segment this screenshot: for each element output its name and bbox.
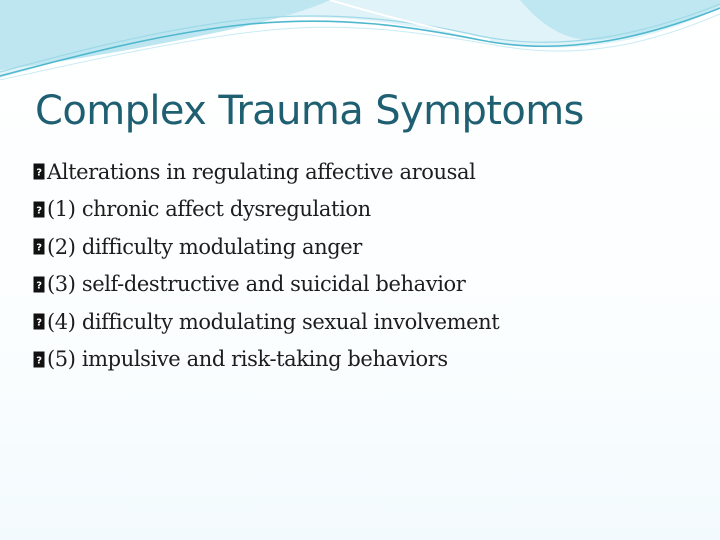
replacement-character-icon [33, 238, 45, 255]
bullet-text: (4) difficulty modulating sexual involvement [47, 309, 500, 334]
bullet-list [33, 153, 499, 378]
bullet-text: (5) impulsive and risk-taking behaviors [47, 347, 448, 372]
list-item [33, 228, 499, 266]
svg-text:?: ? [36, 167, 42, 179]
replacement-character-icon [33, 313, 45, 330]
slide-title: Complex Trauma Symptoms [35, 88, 584, 134]
list-item [33, 303, 499, 341]
replacement-character-icon [33, 201, 45, 218]
list-item [33, 153, 499, 191]
wave-band-mid [0, 0, 330, 70]
replacement-character-icon [33, 163, 45, 180]
replacement-character-icon [33, 276, 45, 293]
bullet-text: Alterations in regulating affective arousal [47, 159, 476, 184]
replacement-character-icon [33, 351, 45, 368]
list-item [33, 266, 499, 304]
list-item [33, 191, 499, 229]
svg-text:?: ? [36, 242, 42, 254]
svg-text:?: ? [36, 205, 42, 217]
svg-text:?: ? [36, 355, 42, 367]
bullet-text: (1) chronic affect dysregulation [47, 197, 371, 222]
svg-text:?: ? [36, 280, 42, 292]
svg-text:?: ? [36, 317, 42, 329]
decorative-wave-header [0, 0, 720, 80]
bullet-text: (3) self-destructive and suicidal behavior [47, 272, 466, 297]
list-item [33, 341, 499, 379]
bullet-text: (2) difficulty modulating anger [47, 234, 362, 259]
